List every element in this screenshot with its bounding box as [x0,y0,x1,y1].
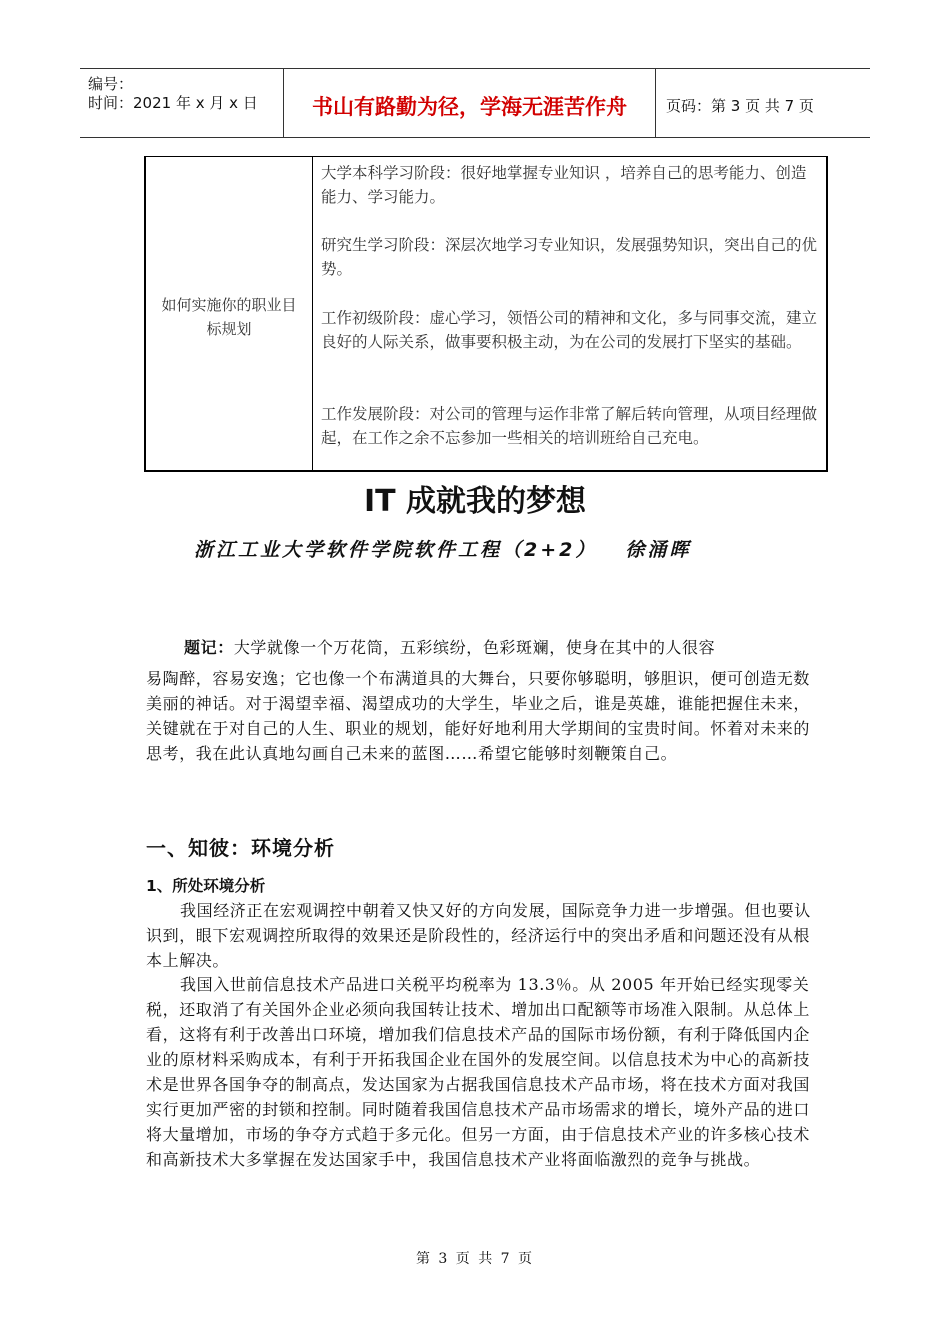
page-footer: 第 3 页 共 7 页 [415,1251,535,1267]
article-subtitle [194,535,691,562]
header-motto: 书山有路勤为径，学海无涯苦作舟 [312,95,627,119]
epigraph-first-line [146,635,826,660]
paragraph-tariff: 我国入世前信息技术产品进口关税平均税率为 13.3％。从 2005 年开始已经实现零关税，还取消了有关国外企业必须向我国转让技术、增加出口配额等市场准入限制。从总体上看，这将有利于改善出口环境，增加我们信息技术产品的国际市场份额，有利于降低国内企业的原材料采购成本，有利于开拓我国企业在国外的发展空间。以信息技术为中心的高新技术是世界各国争夺的制高点，发达国家为占据我国信息技术产品市场，将在技术方面对我国实行更加严密的封锁和控制。同时随着我国信息技术产品市场需求的增长，境外产品的进口将大量增加，市场的争夺方式趋于多元化。但另一方面，由于信息技术产业的许多核心技术和高新技术大多掌握在发达国家手中，我国信息技术产业将面临激烈的竞争与挑战。 [146,975,811,1169]
epigraph-rest: 易陶醉，容易安逸；它也像一个布满道具的大舞台，只要你够聪明，够胆识，便可创造无数美丽的神话。对于渴望幸福、渴望成功的大学生，毕业之后，谁是英雄，谁能把握住未来，关键就在于对自己的人生、职业的规划，能好好地利用大学期间的宝贵时间。怀着对未来的思考，我在此认真地勾画自己未来的蓝图……希望它能够时刻鞭策自己。 [146,669,811,763]
header-motto-cell [284,69,656,137]
career-plan-table [144,156,828,472]
plan-stage-junior-work: 工作初级阶段：虚心学习，领悟公司的精神和文化，多与同事交流，建立良好的人际关系，做事要积极主动，为在公司的发展打下坚实的基础。 [321,309,818,351]
plan-stage-graduate: 研究生学习阶段：深层次地学习专业知识，发展强势知识，突出自己的优势。 [321,236,818,278]
doc-number-label: 编号： [88,75,134,93]
subtitle-school: 浙江工业大学软件学院软件工程（2+2） [194,539,598,561]
plan-stage-undergrad: 大学本科学习阶段：很好地掌握专业知识 ，培养自己的思考能力、创造能力、学习能力。 [321,164,807,206]
article-title: IT 成就我的梦想 [363,484,587,519]
plan-label: 如何实施你的职业目标规划 [161,296,297,338]
section-heading: 一、知彼：环境分析 [146,836,335,860]
epigraph-first-text: 大学就像一个万花筒，五彩缤纷，色彩斑斓，使身在其中的人很容 [233,638,716,657]
header-meta-cell [80,69,284,137]
plan-content-cell [313,157,826,470]
doc-time-label: 时间：2021 年 x 月 x 日 [88,94,258,112]
subtitle-author: 徐涌晖 [625,539,692,561]
plan-stage-career-growth: 工作发展阶段：对公司的管理与运作非常了解后转向管理，从项目经理做起，在工作之余不忘参加一些相关的培训班给自己充电。 [321,405,818,447]
plan-label-cell [146,157,313,470]
paragraph-economy: 我国经济正在宏观调控中朝着又快又好的方向发展，国际竞争力进一步增强。但也要认识到，眼下宏观调控所取得的效果还是阶段性的，经济运行中的突出矛盾和问题还没有从根本上解决。 [146,901,811,970]
page-header [80,68,870,138]
epigraph-label: 题记： [184,638,234,657]
epigraph [146,635,826,766]
subsection-heading: 1、所处环境分析 [146,877,266,895]
header-page-cell [656,69,870,137]
header-page-info: 页码：第 3 页 共 7 页 [666,97,814,115]
